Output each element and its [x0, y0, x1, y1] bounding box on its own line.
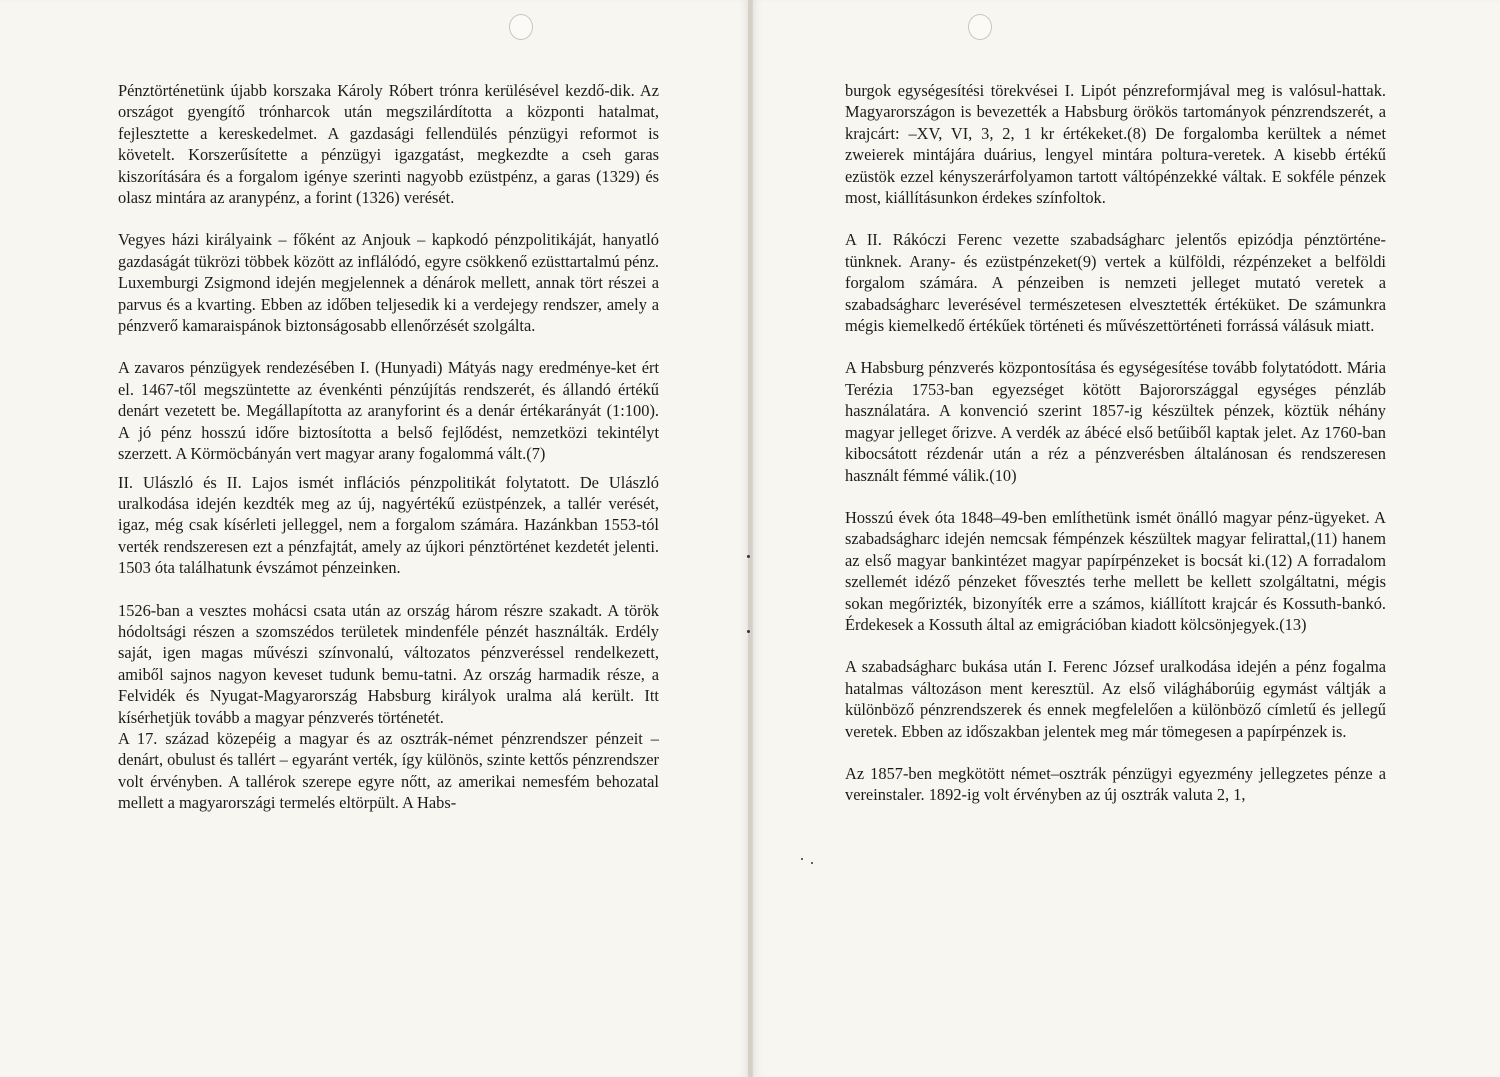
paragraph: burgok egységesítési törekvései I. Lipót pénzreformjával meg is valósul-hattak. Magyarországon is bevezették a Habsburg örökös tartományok pénzrendszerét, a krajcárt: –XV, VI, 3, 2, 1 kr értékeket.(8) De forgalomba kerültek a német zweierek mintájára duárius, lengyel mintára poltura-veretek. A kisebb értékű ezüstök ezzel kényszerárfolyamon tartott váltópénzekké váltak. E sokféle pénzek most, kiállításunkon érdekes színfoltok.: [845, 81, 1386, 208]
paragraph: A zavaros pénzügyek rendezésében I. (Hunyadi) Mátyás nagy eredménye-ket ért el. 1467-től megszüntette az évenkénti pénzújítás rendszerét, és állandó értékű denárt vezetett be. Megállapította az aranyforint és a denár értékarányát (1:100). A jó pénz hosszú időre biztosította a belső fejlődést, nemzetközi tekintélyt szerzett. A Körmöcbányán vert magyar arany fogalommá vált.(7): [118, 358, 659, 464]
paragraph: Pénztörténetünk újabb korszaka Károly Róbert trónra kerülésével kezdő-dik. Az országot gyengítő trónharcok után megszilárdította a központi hatalmat, fejlesztette a kereskedelmet. A gazdasági fellendülés pénzügyi reformot is követelt. Korszerűsítette a pénzügyi igazgatást, megkezdte a cseh garas kiszorítására és a forgalom igénye szerinti nagyobb ezüstpénz, a garas (1329) és olasz mintára az aranypénz, a forint (1326) verését.: [118, 81, 659, 208]
left-text-column: [118, 80, 659, 814]
paragraph: A 17. század közepéig a magyar és az osztrák-német pénzrendszer pénzeit – denárt, obulust és tallért – egyaránt verték, így különös, szinte kettős pénzrendszer volt érvényben. A tallérok szerepe egyre nőtt, az amerikai nemesfém behozatal mellett a magyarországi termelés eltörpült. A Habs-: [118, 728, 659, 813]
paragraph: A szabadságharc bukása után I. Ferenc József uralkodása idején a pénz fogalma hatalmas változáson ment keresztül. Az első világháborúig egymást váltják a különböző pénzrendszerek és ennek megfelelően a különböző címletű és jellegű veretek. Ebben az időszakban jelentek meg már tömegesen a papírpénzek is.: [845, 657, 1386, 741]
paragraph: 1526-ban a vesztes mohácsi csata után az ország három részre szakadt. A török hódoltsági részen a szomszédos területek mindenféle pénzét használták. Erdély saját, igen magas művészi színvonalú, változatos pénzveréssel rendelkezett, amiből sajnos nagyon keveset tudunk bemu-tatni. Az ország harmadik része, a Felvidék és Nyugat-Magyarország Habsburg királyok uralma alá került. Itt kísérhetjük tovább a magyar pénzverés történetét.: [118, 600, 659, 727]
paragraph: A II. Rákóczi Ferenc vezette szabadságharc jelentős epizódja pénztörténe-tünknek. Arany- és ezüstpénzeket(9) vertek a külföldi, rézpénzeket a belföldi forgalom számára. A pénzeiben is nemzeti jelleget mutató veretek a szabadságharc leverésével természetesen elvesztették értéküket. De számunkra mégis kiemelkedő értékűek történeti és művészettörténeti forrássá válásuk miatt.: [845, 230, 1386, 336]
page-speck: [747, 630, 750, 633]
paragraph: Hosszú évek óta 1848–49-ben említhetünk ismét önálló magyar pénz-ügyeket. A szabadságharc idején nemcsak fémpénzek készültek magyar felirattal,(11) hanem az első magyar bankintézet magyar papírpénzeket is bocsát ki.(12) A forradalom szellemét idéző pénzeket fővesztés terhe mellett be kellett szolgáltatni, mégis sokan megőrizték, bizonyíték erre a számos, kiállított krajcár és Kossuth-bankó. Érdekesek a Kossuth által az emigrációban kiadott kölcsönjegyek.(13): [845, 507, 1386, 634]
punch-hole-icon: [968, 14, 992, 40]
paragraph: II. Ulászló és II. Lajos ismét inflációs pénzpolitikát folytatott. De Ulászló uralkodása idején kezdték meg az új, nagyértékű ezüstpénzek, a tallér verését, igaz, még csak kísérleti jelleggel, nem a forgalom számára. Hazánkban 1553-tól verték rendszeresen ezt a pénzfajtát, amely az újkori pénztörténet kezdetét jelenti. 1503 óta találhatunk évszámot pénzeinken.: [118, 472, 659, 578]
right-text-column: [845, 80, 1386, 806]
punch-hole-icon: [509, 14, 533, 40]
page-speck: [747, 555, 750, 558]
page-speck: [811, 862, 813, 864]
right-page: [752, 0, 1500, 1077]
paragraph: Vegyes házi királyaink – főként az Anjouk – kapkodó pénzpolitikáját, hanyatló gazdaságát tükrözi többek között az inflálódó, egyre csökkenő ezüsttartalmú pénz. Luxemburgi Zsigmond idején megjelennek a dénárok mellett, annak tört részei a parvus és a kvarting. Ebben az időben teljesedik ki a verdejegy rendszer, amely a pénzverő kamaraispánok biztonságosabb ellenőrzését szolgálta.: [118, 230, 659, 336]
paragraph: A Habsburg pénzverés központosítása és egységesítése tovább folytatódott. Mária Terézia 1753-ban egyezséget kötött Bajorországgal egységes pénzláb használatára. A konvenció szerint 1857-ig készültek pénzek, köztük néhány magyar jelleget őrizve. A verdék az ábécé első betűiből kaptak jelet. Az 1760-ban kibocsátott rézdenár után a réz a pénzverésben általánosan és rendszeresen használt fémmé válik.(10): [845, 358, 1386, 485]
paragraph: Az 1857-ben megkötött német–osztrák pénzügyi egyezmény jellegzetes pénze a vereinstaler. 1892-ig volt érvényben az új osztrák valuta 2, 1,: [845, 763, 1386, 805]
page-speck: [801, 858, 803, 860]
left-page: [0, 0, 749, 1077]
